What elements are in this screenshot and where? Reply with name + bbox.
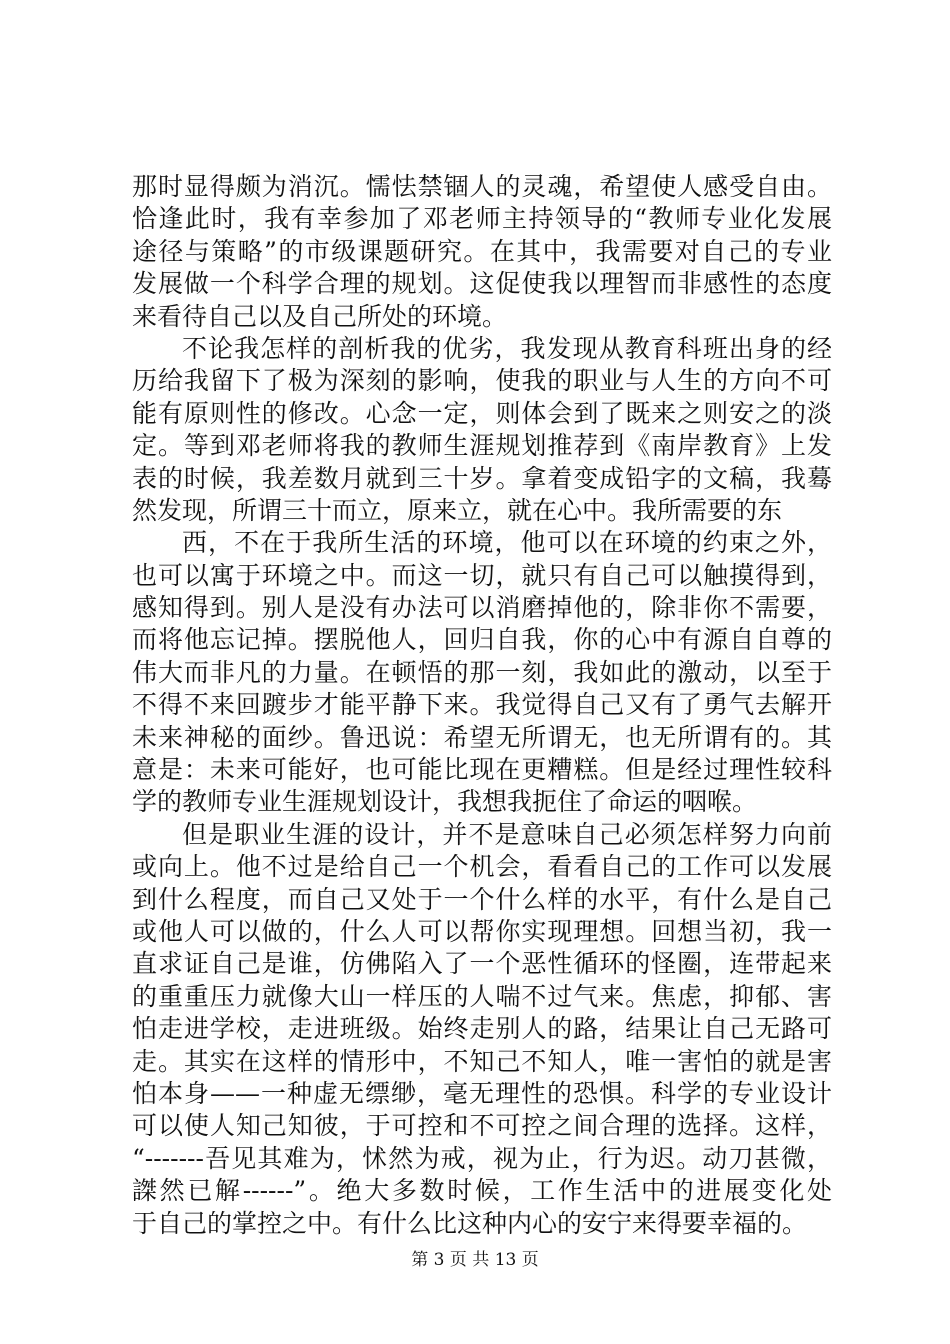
text-line: 表的时候，我差数月就到三十岁。拿着变成铅字的文稿，我蓦 [132,463,832,493]
text-line: 而将他忘记掉。摆脱他人，回归自我，你的心中有源自自尊的 [132,625,832,655]
text-line: 定。等到邓老师将我的教师生涯规划推荐到《南岸教育》上发 [132,431,832,461]
text-line: 能有原则性的修改。心念一定，则体会到了既来之则安之的淡 [132,398,832,428]
text-line: 那时显得颇为消沉。懦怯禁锢人的灵魂，希望使人感受自由。 [132,172,832,201]
page-number-footer: 第 3 页 共 13 页 [411,1250,539,1270]
text-line: 意是：未来可能好，也可能比现在更糟糕。但是经过理性较科 [132,755,832,785]
text-line: 但是职业生涯的设计，并不是意味自己必须怎样努力向前 [182,819,832,849]
text-line: 謋然已解------”。绝大多数时候，工作生活中的进展变化处 [132,1176,832,1206]
text-line: 未来神秘的面纱。鲁迅说：希望无所谓无，也无所谓有的。其 [132,722,832,752]
text-line: 的重重压力就像大山一样压的人喘不过气来。焦虑，抑郁、害 [132,981,832,1011]
text-line: 到什么程度，而自己又处于一个什么样的水平，有什么是自己 [132,884,832,914]
text-line: 直求证自己是谁，仿佛陷入了一个恶性循环的怪圈，连带起来 [132,949,832,979]
text-line: 恰逢此时，我有幸参加了邓老师主持领导的“教师专业化发展 [132,204,832,234]
text-line: 或向上。他不过是给自己一个机会，看看自己的工作可以发展 [132,852,832,882]
text-line: 也可以寓于环境之中。而这一切，就只有自己可以触摸得到， [132,560,832,590]
text-line: 于自己的掌控之中。有什么比这种内心的安宁来得要幸福的。 [132,1208,808,1238]
text-line: 发展做一个科学合理的规划。这促使我以理智而非感性的态度 [132,269,832,299]
text-line: 伟大而非凡的力量。在顿悟的那一刻，我如此的激动，以至于 [132,657,832,687]
text-line: 然发现，所谓三十而立，原来立，就在心中。我所需要的东 [132,495,783,525]
text-line: 感知得到。别人是没有办法可以消磨掉他的，除非你不需要， [132,593,832,623]
text-line: 走。其实在这样的情形中，不知己不知人，唯一害怕的就是害 [132,1046,832,1076]
text-line: 来看待自己以及自己所处的环境。 [132,301,508,331]
text-line: 或他人可以做的，什么人可以帮你实现理想。回想当初，我一 [132,916,832,946]
text-line: 可以使人知己知彼，于可控和不可控之间合理的选择。这样， [132,1111,832,1141]
body-text [132,171,832,1240]
text-line: 途径与策略”的市级课题研究。在其中，我需要对自己的专业 [132,236,832,266]
text-line: “-------吾见其难为，怵然为戒，视为止，行为迟。动刀甚微， [132,1143,832,1173]
text-line: 西，不在于我所生活的环境，他可以在环境的约束之外， [182,528,832,558]
text-line: 怕本身——一种虚无缥缈，毫无理性的恐惧。科学的专业设计 [132,1078,832,1108]
text-line: 历给我留下了极为深刻的影响，使我的职业与人生的方向不可 [132,366,832,396]
text-line: 不得不来回踱步才能平静下来。我觉得自己又有了勇气去解开 [132,690,832,720]
text-line: 怕走进学校，走进班级。始终走别人的路，结果让自己无路可 [132,1014,832,1044]
text-line: 学的教师专业生涯规划设计，我想我扼住了命运的咽喉。 [132,787,758,817]
text-line: 不论我怎样的剖析我的优劣，我发现从教育科班出身的经 [182,333,832,363]
